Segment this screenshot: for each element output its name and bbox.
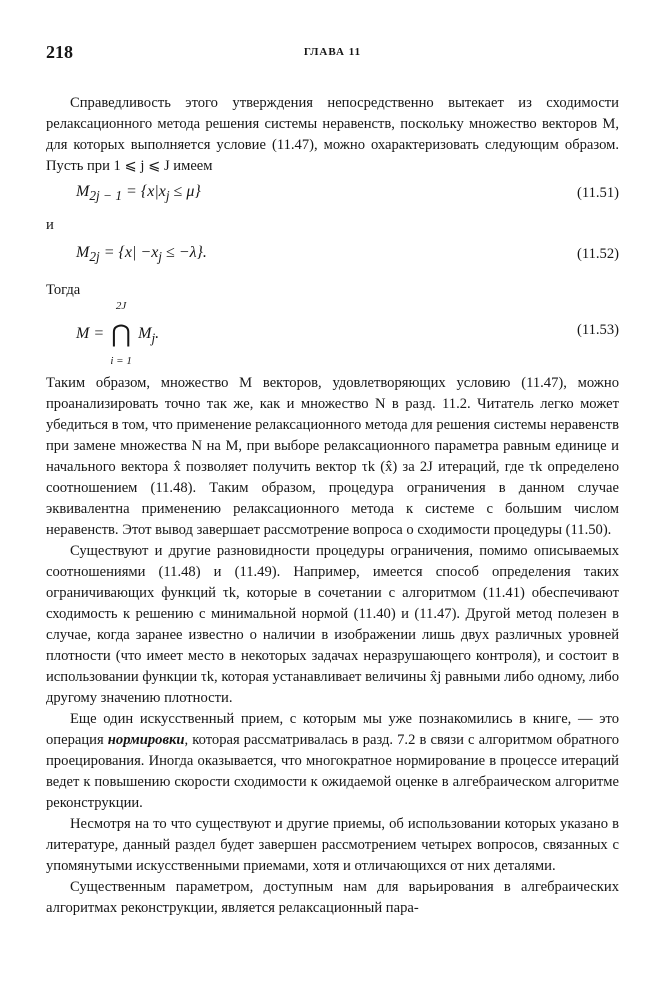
eq1-rhs-tail: ≤ μ}	[169, 183, 201, 200]
eq3-rhs-sub: j	[151, 330, 156, 346]
paragraph-4-end: , которая рассматривалась в разд. 7.2 в связи с алгоритмом обратного проецирования. Иногда оказывается, что многократное нормирование в процессе итераций ведет к повышению скорости сходимости к ожидаемой оценке в алгебраическом алгоритме реконструкции.	[46, 732, 619, 811]
body-text	[46, 373, 619, 919]
eq2-lhs: M	[76, 244, 90, 261]
paragraph-2: Таким образом, множество M векторов, удовлетворяющих условию (11.47), можно проанализировать точно так же, как и множество N в разд. 11.2. Читатель легко может убедиться в том, что применение релаксационного метода для решения системы неравенств при замене множества N на M, при выборе релаксационного параметра равным единице и начального вектора x̂ позволяет получить вектор τk (x̂) за 2J итераций, где τk определено соотношением (11.48). Таким образом, процедура ограничения в данном случае эквивалентна применению релаксационного метода к системе с большим числом неравенств. Этот вывод завершает рассмотрение вопроса о сходимости процедуры (11.50).	[46, 375, 620, 538]
paragraph-1	[46, 93, 619, 177]
op-upper-limit: 2J	[115, 300, 127, 312]
intersection-symbol: ⋂	[111, 322, 131, 348]
eq1-number: (11.51)	[576, 185, 619, 201]
op-lower-limit: i = 1	[110, 355, 132, 367]
eq1-lhs: M	[76, 183, 90, 200]
eq3-lhs: M =	[76, 325, 105, 343]
paragraph-4-emphasis: нормировки	[107, 732, 185, 748]
paragraph-1-text: Справедливость этого утверждения непосредственно вытекает из сходимости релаксационного метода решения системы неравенств, поскольку множество векторов M, для которых выполняется условие (11.47), можно охарактеризовать следующим образом. Пусть при 1 ⩽ j ⩽ J имеем	[46, 95, 619, 174]
eq2-rhs-sub: j	[158, 249, 162, 265]
eq1-rhs-sub: j	[165, 188, 170, 204]
page-number: 218	[46, 42, 73, 62]
eq3-rhs: M	[138, 325, 152, 343]
word-and: и	[46, 217, 54, 233]
eq3-rhs-tail: .	[155, 325, 160, 343]
eq2-number: (11.52)	[576, 246, 619, 262]
equation-11-51	[76, 183, 619, 205]
word-then: Тогда	[46, 282, 81, 298]
equation-11-53	[76, 300, 619, 367]
page-header	[46, 42, 619, 62]
paragraph-4-start: Еще один искусственный прием, с которым мы уже познакомились в книге, — это операция	[46, 711, 619, 748]
eq2-lhs-sub: 2j	[89, 249, 100, 265]
eq1-lhs-sub: 2j − 1	[89, 188, 123, 204]
intersection-operator	[108, 300, 134, 367]
eq1-rhs: = {x|x	[126, 183, 166, 200]
eq2-rhs: = {x| −x	[103, 244, 159, 261]
paragraph-5: Несмотря на то что существуют и другие приемы, об использовании которых указано в литературе, данный раздел будет завершен рассмотрением четырех вопросов, связанных с упомянутыми искусственными приемами, хотя и отличающихся от них деталями.	[46, 816, 619, 874]
paragraph-4	[46, 709, 619, 814]
equation-11-52	[76, 244, 619, 266]
eq2-rhs-tail: ≤ −λ}.	[162, 244, 207, 261]
eq3-number: (11.53)	[576, 322, 619, 338]
running-head: ГЛАВА 11	[303, 46, 362, 58]
paragraph-6: Существенным параметром, доступным нам для варьирования в алгебраических алгоритмах реконструкции, является релаксационный пара-	[46, 879, 619, 916]
paragraph-3: Существуют и другие разновидности процедуры ограничения, помимо описываемых соотношениями (11.48) и (11.49). Например, имеется способ определения таких ограничивающих функций τk, которые в сочетании с алгоритмом (11.41) обеспечивают сходимость к решению с минимальной нормой (11.40) и (11.47). Другой метод полезен в случае, когда заранее известно о наличии в изображении лишь двух различных уровней плотности (что имеет место в некоторых задачах неразрушающего контроля), и состоит в использовании функции τk, которая устанавливает величины x̂j равными либо одному, либо другому значению плотности.	[46, 543, 619, 706]
